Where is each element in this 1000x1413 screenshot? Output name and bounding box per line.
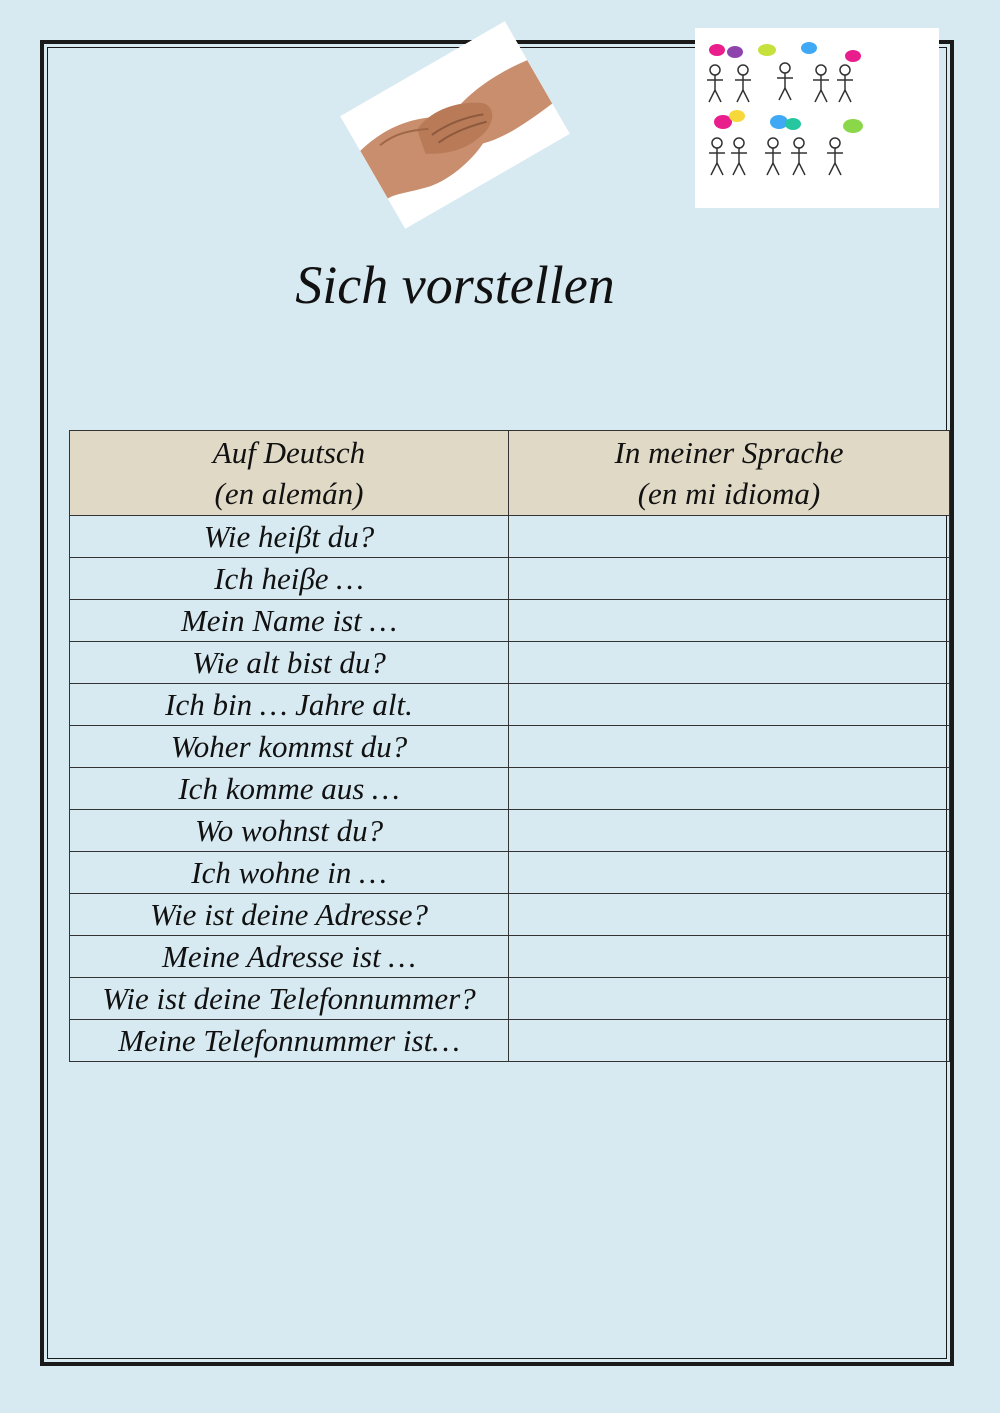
table-row	[70, 894, 950, 936]
translation-cell[interactable]	[509, 852, 950, 894]
table-row	[70, 726, 950, 768]
german-phrase: Woher kommst du?	[70, 726, 509, 768]
german-phrase: Wie ist deine Adresse?	[70, 894, 509, 936]
translation-cell[interactable]	[509, 726, 950, 768]
translation-cell[interactable]	[509, 894, 950, 936]
table-row	[70, 936, 950, 978]
german-phrase: Ich bin … Jahre alt.	[70, 684, 509, 726]
table-header-row	[70, 431, 950, 516]
german-phrase: Meine Adresse ist …	[70, 936, 509, 978]
german-phrase: Ich heiβe …	[70, 558, 509, 600]
header-my-language-line2: (en mi idioma)	[637, 476, 821, 511]
german-phrase: Wie ist deine Telefonnummer?	[70, 978, 509, 1020]
table-row	[70, 1020, 950, 1062]
page-title: Sich vorstellen	[295, 255, 615, 315]
german-phrase: Mein Name ist …	[70, 600, 509, 642]
table-row	[70, 810, 950, 852]
translation-cell[interactable]	[509, 558, 950, 600]
translation-cell[interactable]	[509, 768, 950, 810]
german-phrase: Ich komme aus …	[70, 768, 509, 810]
german-phrase: Wie heiβt du?	[70, 516, 509, 558]
header-my-language-line1: In meiner Sprache	[614, 435, 844, 470]
translation-cell[interactable]	[509, 600, 950, 642]
german-phrase: Wie alt bist du?	[70, 642, 509, 684]
table-row	[70, 600, 950, 642]
german-phrase: Meine Telefonnummer ist…	[70, 1020, 509, 1062]
table-row	[70, 642, 950, 684]
table-row	[70, 852, 950, 894]
table-row	[70, 684, 950, 726]
table-row	[70, 516, 950, 558]
translation-cell[interactable]	[509, 978, 950, 1020]
translation-cell[interactable]	[509, 642, 950, 684]
table-row	[70, 768, 950, 810]
translation-cell[interactable]	[509, 810, 950, 852]
header-german-line1: Auf Deutsch	[212, 435, 366, 470]
translation-cell[interactable]	[509, 684, 950, 726]
header-german-line2: (en alemán)	[214, 476, 364, 511]
translation-cell[interactable]	[509, 936, 950, 978]
german-phrase: Ich wohne in …	[70, 852, 509, 894]
vocabulary-table	[69, 430, 950, 1062]
table-row	[70, 558, 950, 600]
translation-cell[interactable]	[509, 1020, 950, 1062]
german-phrase: Wo wohnst du?	[70, 810, 509, 852]
header-german	[70, 431, 509, 516]
people-talking-image	[695, 28, 939, 208]
header-my-language	[509, 431, 950, 516]
table-row	[70, 978, 950, 1020]
translation-cell[interactable]	[509, 516, 950, 558]
